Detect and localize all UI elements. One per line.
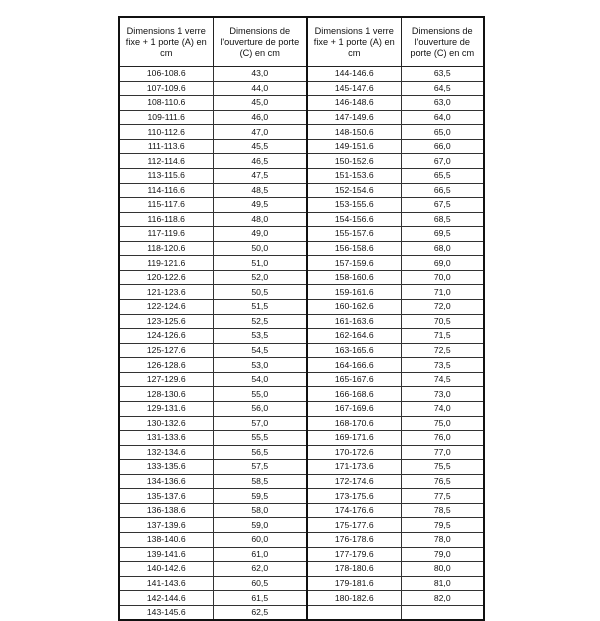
left-opening-cell: 51,5 bbox=[213, 300, 307, 315]
right-dimension-cell: 158-160.6 bbox=[307, 270, 401, 285]
right-opening-cell: 78,0 bbox=[401, 533, 484, 548]
left-dimension-cell: 143-145.6 bbox=[119, 605, 213, 620]
left-dimension-cell: 126-128.6 bbox=[119, 358, 213, 373]
right-dimension-cell: 145-147.6 bbox=[307, 81, 401, 96]
table-row bbox=[119, 445, 484, 460]
right-opening-cell: 74,0 bbox=[401, 401, 484, 416]
right-opening-cell: 76,5 bbox=[401, 474, 484, 489]
right-opening-cell: 77,0 bbox=[401, 445, 484, 460]
table-row bbox=[119, 387, 484, 402]
left-dimension-cell: 128-130.6 bbox=[119, 387, 213, 402]
table-row bbox=[119, 125, 484, 140]
right-dimension-cell: 154-156.6 bbox=[307, 212, 401, 227]
left-opening-cell: 58,0 bbox=[213, 503, 307, 518]
right-opening-cell: 78,5 bbox=[401, 503, 484, 518]
table-row bbox=[119, 416, 484, 431]
right-dimension-cell: 150-152.6 bbox=[307, 154, 401, 169]
dimensions-table bbox=[118, 16, 485, 621]
right-dimension-cell: 174-176.6 bbox=[307, 503, 401, 518]
left-dimension-cell: 131-133.6 bbox=[119, 431, 213, 446]
left-opening-cell: 50,0 bbox=[213, 241, 307, 256]
left-opening-cell: 62,5 bbox=[213, 605, 307, 620]
right-dimension-cell: 162-164.6 bbox=[307, 329, 401, 344]
right-dimension-cell: 178-180.6 bbox=[307, 562, 401, 577]
table-row bbox=[119, 533, 484, 548]
right-opening-cell: 68,0 bbox=[401, 241, 484, 256]
table-row bbox=[119, 358, 484, 373]
left-dimension-cell: 139-141.6 bbox=[119, 547, 213, 562]
left-opening-cell: 51,0 bbox=[213, 256, 307, 271]
right-dimension-cell: 146-148.6 bbox=[307, 96, 401, 111]
left-dimension-cell: 111-113.6 bbox=[119, 139, 213, 154]
left-opening-cell: 62,0 bbox=[213, 562, 307, 577]
table-row bbox=[119, 518, 484, 533]
table-header-row bbox=[119, 17, 484, 67]
table-row bbox=[119, 139, 484, 154]
right-dimension-cell: 167-169.6 bbox=[307, 401, 401, 416]
left-dimension-cell: 135-137.6 bbox=[119, 489, 213, 504]
right-dimension-cell: 144-146.6 bbox=[307, 67, 401, 82]
right-dimension-cell: 168-170.6 bbox=[307, 416, 401, 431]
left-opening-cell: 46,0 bbox=[213, 110, 307, 125]
right-opening-cell: 68,5 bbox=[401, 212, 484, 227]
table-row bbox=[119, 503, 484, 518]
header-left-dimensions: Dimensions 1 verre fixe + 1 porte (A) en cm bbox=[119, 17, 213, 67]
table-row bbox=[119, 591, 484, 606]
right-dimension-cell: 173-175.6 bbox=[307, 489, 401, 504]
table-row bbox=[119, 460, 484, 475]
left-dimension-cell: 142-144.6 bbox=[119, 591, 213, 606]
right-dimension-cell: 165-167.6 bbox=[307, 372, 401, 387]
left-dimension-cell: 127-129.6 bbox=[119, 372, 213, 387]
right-opening-cell: 81,0 bbox=[401, 576, 484, 591]
right-opening-cell: 63,0 bbox=[401, 96, 484, 111]
left-opening-cell: 60,5 bbox=[213, 576, 307, 591]
right-opening-cell: 71,0 bbox=[401, 285, 484, 300]
left-dimension-cell: 112-114.6 bbox=[119, 154, 213, 169]
table-row bbox=[119, 401, 484, 416]
table-row bbox=[119, 212, 484, 227]
dimensions-sheet bbox=[118, 16, 483, 618]
right-opening-cell: 75,5 bbox=[401, 460, 484, 475]
table-row bbox=[119, 576, 484, 591]
table-row bbox=[119, 168, 484, 183]
table-row bbox=[119, 256, 484, 271]
header-right-dimensions: Dimensions 1 verre fixe + 1 porte (A) en cm bbox=[307, 17, 401, 67]
table-body bbox=[119, 67, 484, 621]
right-dimension-cell bbox=[307, 605, 401, 620]
right-dimension-cell: 175-177.6 bbox=[307, 518, 401, 533]
right-opening-cell bbox=[401, 605, 484, 620]
left-dimension-cell: 138-140.6 bbox=[119, 533, 213, 548]
left-opening-cell: 47,5 bbox=[213, 168, 307, 183]
right-dimension-cell: 180-182.6 bbox=[307, 591, 401, 606]
right-dimension-cell: 155-157.6 bbox=[307, 227, 401, 242]
right-dimension-cell: 157-159.6 bbox=[307, 256, 401, 271]
right-dimension-cell: 151-153.6 bbox=[307, 168, 401, 183]
left-opening-cell: 50,5 bbox=[213, 285, 307, 300]
table-row bbox=[119, 562, 484, 577]
left-dimension-cell: 140-142.6 bbox=[119, 562, 213, 577]
left-dimension-cell: 122-124.6 bbox=[119, 300, 213, 315]
table-row bbox=[119, 183, 484, 198]
left-opening-cell: 52,0 bbox=[213, 270, 307, 285]
table-row bbox=[119, 314, 484, 329]
right-opening-cell: 74,5 bbox=[401, 372, 484, 387]
right-opening-cell: 72,0 bbox=[401, 300, 484, 315]
left-opening-cell: 57,0 bbox=[213, 416, 307, 431]
table-row bbox=[119, 474, 484, 489]
left-dimension-cell: 137-139.6 bbox=[119, 518, 213, 533]
header-left-door-opening: Dimensions de l'ouverture de porte (C) en cm bbox=[213, 17, 307, 67]
table-row bbox=[119, 110, 484, 125]
right-opening-cell: 65,0 bbox=[401, 125, 484, 140]
left-dimension-cell: 113-115.6 bbox=[119, 168, 213, 183]
right-opening-cell: 67,0 bbox=[401, 154, 484, 169]
right-dimension-cell: 160-162.6 bbox=[307, 300, 401, 315]
right-opening-cell: 71,5 bbox=[401, 329, 484, 344]
right-opening-cell: 69,0 bbox=[401, 256, 484, 271]
left-opening-cell: 43,0 bbox=[213, 67, 307, 82]
left-dimension-cell: 120-122.6 bbox=[119, 270, 213, 285]
right-dimension-cell: 170-172.6 bbox=[307, 445, 401, 460]
table-row bbox=[119, 81, 484, 96]
right-dimension-cell: 177-179.6 bbox=[307, 547, 401, 562]
left-opening-cell: 53,0 bbox=[213, 358, 307, 373]
right-dimension-cell: 148-150.6 bbox=[307, 125, 401, 140]
left-dimension-cell: 124-126.6 bbox=[119, 329, 213, 344]
table-row bbox=[119, 96, 484, 111]
left-opening-cell: 48,5 bbox=[213, 183, 307, 198]
left-dimension-cell: 116-118.6 bbox=[119, 212, 213, 227]
left-opening-cell: 53,5 bbox=[213, 329, 307, 344]
left-opening-cell: 56,5 bbox=[213, 445, 307, 460]
right-opening-cell: 69,5 bbox=[401, 227, 484, 242]
left-opening-cell: 44,0 bbox=[213, 81, 307, 96]
left-dimension-cell: 115-117.6 bbox=[119, 198, 213, 213]
right-opening-cell: 82,0 bbox=[401, 591, 484, 606]
right-dimension-cell: 156-158.6 bbox=[307, 241, 401, 256]
right-opening-cell: 80,0 bbox=[401, 562, 484, 577]
left-dimension-cell: 117-119.6 bbox=[119, 227, 213, 242]
left-dimension-cell: 125-127.6 bbox=[119, 343, 213, 358]
right-dimension-cell: 152-154.6 bbox=[307, 183, 401, 198]
right-opening-cell: 65,5 bbox=[401, 168, 484, 183]
left-dimension-cell: 118-120.6 bbox=[119, 241, 213, 256]
right-opening-cell: 66,5 bbox=[401, 183, 484, 198]
left-dimension-cell: 110-112.6 bbox=[119, 125, 213, 140]
left-opening-cell: 59,0 bbox=[213, 518, 307, 533]
right-opening-cell: 75,0 bbox=[401, 416, 484, 431]
left-opening-cell: 48,0 bbox=[213, 212, 307, 227]
left-dimension-cell: 121-123.6 bbox=[119, 285, 213, 300]
right-dimension-cell: 172-174.6 bbox=[307, 474, 401, 489]
left-dimension-cell: 107-109.6 bbox=[119, 81, 213, 96]
right-opening-cell: 73,0 bbox=[401, 387, 484, 402]
left-dimension-cell: 129-131.6 bbox=[119, 401, 213, 416]
right-opening-cell: 73,5 bbox=[401, 358, 484, 373]
left-opening-cell: 54,0 bbox=[213, 372, 307, 387]
right-opening-cell: 77,5 bbox=[401, 489, 484, 504]
left-dimension-cell: 109-111.6 bbox=[119, 110, 213, 125]
table-row bbox=[119, 154, 484, 169]
table-row bbox=[119, 241, 484, 256]
table-row bbox=[119, 67, 484, 82]
left-dimension-cell: 141-143.6 bbox=[119, 576, 213, 591]
right-dimension-cell: 164-166.6 bbox=[307, 358, 401, 373]
left-opening-cell: 46,5 bbox=[213, 154, 307, 169]
right-opening-cell: 66,0 bbox=[401, 139, 484, 154]
left-opening-cell: 60,0 bbox=[213, 533, 307, 548]
left-dimension-cell: 133-135.6 bbox=[119, 460, 213, 475]
table-row bbox=[119, 372, 484, 387]
table-row bbox=[119, 198, 484, 213]
table-row bbox=[119, 547, 484, 562]
right-dimension-cell: 159-161.6 bbox=[307, 285, 401, 300]
table-row bbox=[119, 343, 484, 358]
right-opening-cell: 79,0 bbox=[401, 547, 484, 562]
left-dimension-cell: 130-132.6 bbox=[119, 416, 213, 431]
right-dimension-cell: 166-168.6 bbox=[307, 387, 401, 402]
left-dimension-cell: 134-136.6 bbox=[119, 474, 213, 489]
left-dimension-cell: 123-125.6 bbox=[119, 314, 213, 329]
table-row bbox=[119, 227, 484, 242]
right-dimension-cell: 161-163.6 bbox=[307, 314, 401, 329]
table-row bbox=[119, 270, 484, 285]
table-row bbox=[119, 489, 484, 504]
left-opening-cell: 47,0 bbox=[213, 125, 307, 140]
left-dimension-cell: 108-110.6 bbox=[119, 96, 213, 111]
right-opening-cell: 63,5 bbox=[401, 67, 484, 82]
table-row bbox=[119, 329, 484, 344]
right-dimension-cell: 147-149.6 bbox=[307, 110, 401, 125]
left-opening-cell: 49,5 bbox=[213, 198, 307, 213]
table-row bbox=[119, 300, 484, 315]
left-opening-cell: 55,0 bbox=[213, 387, 307, 402]
left-opening-cell: 57,5 bbox=[213, 460, 307, 475]
left-dimension-cell: 106-108.6 bbox=[119, 67, 213, 82]
right-opening-cell: 67,5 bbox=[401, 198, 484, 213]
table-row bbox=[119, 605, 484, 620]
left-opening-cell: 61,0 bbox=[213, 547, 307, 562]
left-opening-cell: 45,0 bbox=[213, 96, 307, 111]
right-opening-cell: 72,5 bbox=[401, 343, 484, 358]
left-opening-cell: 61,5 bbox=[213, 591, 307, 606]
right-dimension-cell: 179-181.6 bbox=[307, 576, 401, 591]
left-dimension-cell: 132-134.6 bbox=[119, 445, 213, 460]
right-opening-cell: 64,5 bbox=[401, 81, 484, 96]
right-opening-cell: 76,0 bbox=[401, 431, 484, 446]
right-opening-cell: 79,5 bbox=[401, 518, 484, 533]
right-opening-cell: 70,5 bbox=[401, 314, 484, 329]
table-row bbox=[119, 285, 484, 300]
right-dimension-cell: 176-178.6 bbox=[307, 533, 401, 548]
header-right-door-opening: Dimensions de l'ouverture de porte (C) en cm bbox=[401, 17, 484, 67]
left-opening-cell: 52,5 bbox=[213, 314, 307, 329]
right-dimension-cell: 163-165.6 bbox=[307, 343, 401, 358]
left-dimension-cell: 119-121.6 bbox=[119, 256, 213, 271]
left-opening-cell: 56,0 bbox=[213, 401, 307, 416]
left-opening-cell: 45,5 bbox=[213, 139, 307, 154]
left-dimension-cell: 136-138.6 bbox=[119, 503, 213, 518]
left-opening-cell: 58,5 bbox=[213, 474, 307, 489]
table-row bbox=[119, 431, 484, 446]
left-opening-cell: 55,5 bbox=[213, 431, 307, 446]
right-dimension-cell: 169-171.6 bbox=[307, 431, 401, 446]
left-opening-cell: 59,5 bbox=[213, 489, 307, 504]
left-opening-cell: 49,0 bbox=[213, 227, 307, 242]
left-opening-cell: 54,5 bbox=[213, 343, 307, 358]
right-dimension-cell: 153-155.6 bbox=[307, 198, 401, 213]
right-dimension-cell: 149-151.6 bbox=[307, 139, 401, 154]
right-opening-cell: 64,0 bbox=[401, 110, 484, 125]
right-dimension-cell: 171-173.6 bbox=[307, 460, 401, 475]
right-opening-cell: 70,0 bbox=[401, 270, 484, 285]
left-dimension-cell: 114-116.6 bbox=[119, 183, 213, 198]
